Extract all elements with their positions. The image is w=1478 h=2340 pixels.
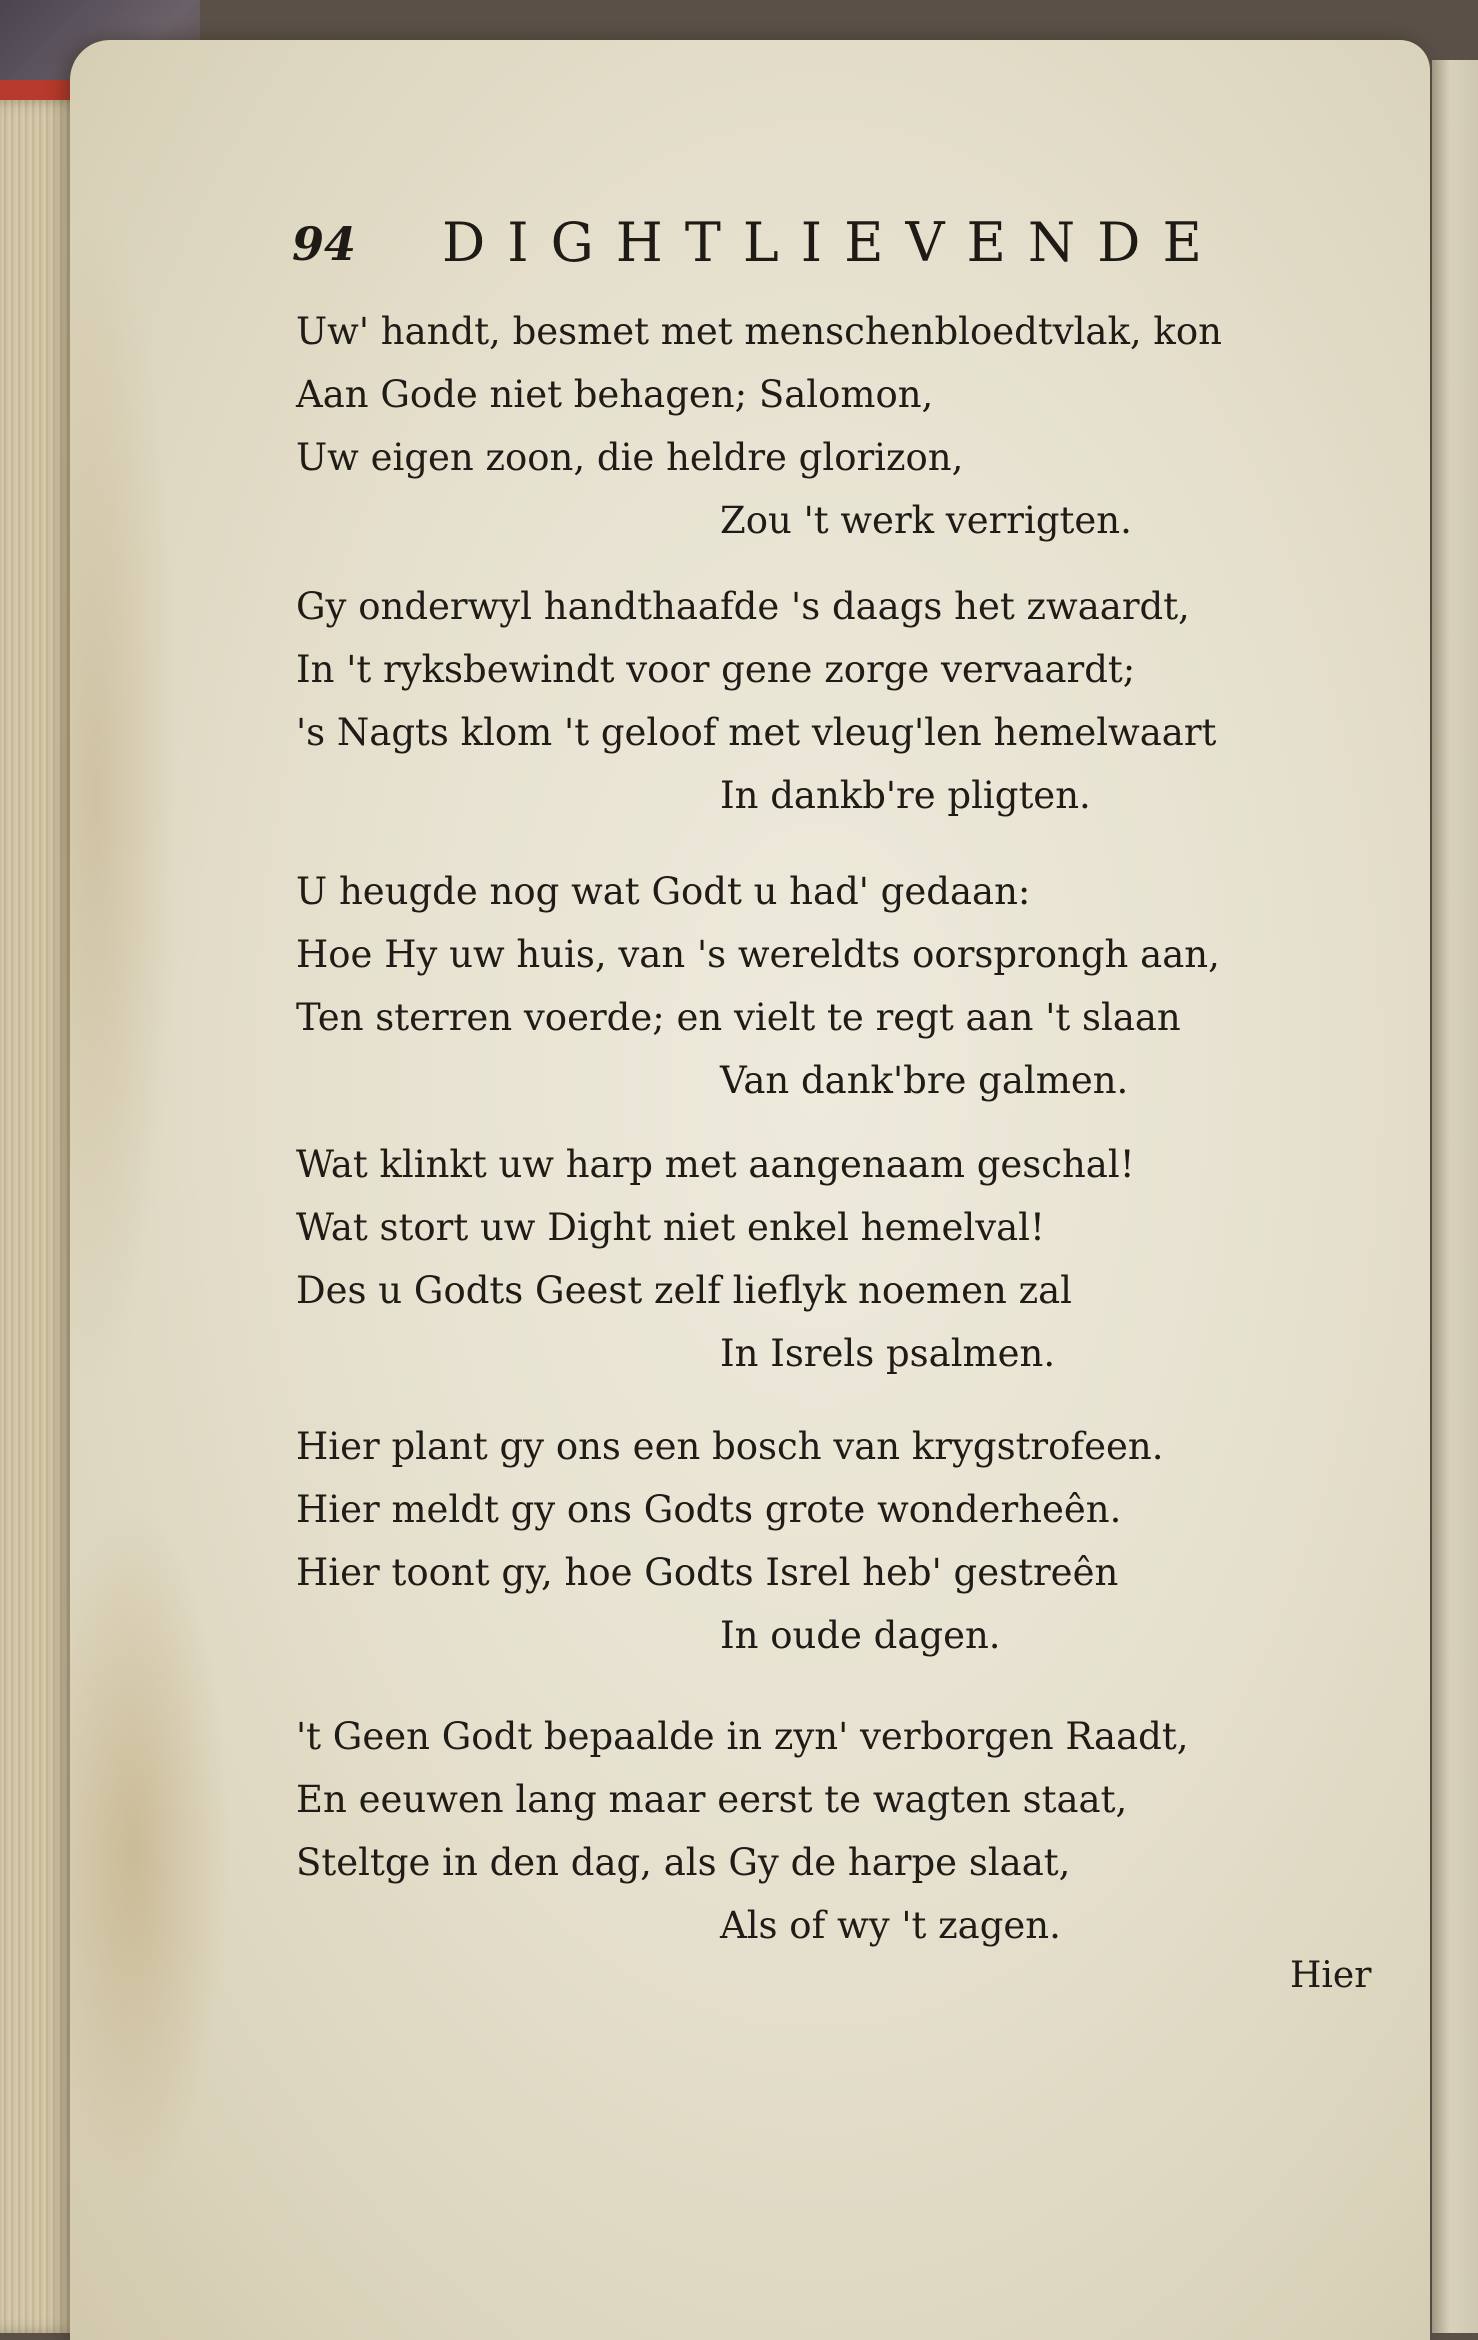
poem-line: En eeuwen lang maar eerst te wagten staat, — [296, 1778, 1128, 1821]
poem-line-refrain: In dankb're pligten. — [720, 774, 1091, 817]
poem-line: Wat stort uw Dight niet enkel hemelval! — [296, 1206, 1045, 1249]
poem-line: Hier toont gy, hoe Godts Isrel heb' gestreên — [296, 1551, 1119, 1594]
poem-line-refrain: In Isrels psalmen. — [720, 1332, 1056, 1375]
poem-line: Gy onderwyl handthaafde 's daags het zwaardt, — [296, 585, 1190, 628]
poem-line: 's Nagts klom 't geloof met vleug'len hemelwaart — [296, 711, 1217, 754]
stanza-3 — [296, 860, 1256, 1112]
poem-line: Aan Gode niet behagen; Salomon, — [296, 373, 934, 416]
poem-line-refrain: Zou 't werk verrigten. — [720, 499, 1132, 542]
poem-line: Ten sterren voerde; en vielt te regt aan 't slaan — [296, 996, 1181, 1039]
stanza-2 — [296, 575, 1256, 827]
catchword: Hier — [1290, 1955, 1372, 1996]
poem-line: Wat klinkt uw harp met aangenaam geschal! — [296, 1143, 1135, 1186]
poem-line: Uw eigen zoon, die heldre glorizon, — [296, 436, 964, 479]
poem-line: Hier plant gy ons een bosch van krygstrofeen. — [296, 1425, 1164, 1468]
poem-line: U heugde nog wat Godt u had' gedaan: — [296, 870, 1031, 913]
stanza-6 — [296, 1705, 1256, 1957]
poem-line: Des u Godts Geest zelf lieflyk noemen zal — [296, 1269, 1072, 1312]
poem-line: Steltge in den dag, als Gy de harpe slaat, — [296, 1841, 1071, 1884]
stanza-5 — [296, 1415, 1256, 1667]
page-number: 94 — [292, 217, 357, 271]
poem-line: Hier meldt gy ons Godts grote wonderheên. — [296, 1488, 1122, 1531]
poem-line: 't Geen Godt bepaalde in zyn' verborgen Raadt, — [296, 1715, 1189, 1758]
poem-line: Uw' handt, besmet met menschenbloedtvlak, kon — [296, 310, 1222, 353]
stanza-4 — [296, 1133, 1256, 1385]
poem-line-refrain: Van dank'bre galmen. — [720, 1059, 1129, 1102]
poem-line: In 't ryksbewindt voor gene zorge vervaardt; — [296, 648, 1136, 691]
poem-line: Hoe Hy uw huis, van 's wereldts oorsprongh aan, — [296, 933, 1220, 976]
poem-line-refrain: In oude dagen. — [720, 1614, 1001, 1657]
page-header — [292, 205, 1252, 275]
stanza-1 — [296, 300, 1256, 552]
running-head: DIGHTLIEVENDE — [442, 211, 1224, 274]
poem-line-refrain: Als of wy 't zagen. — [720, 1904, 1061, 1947]
